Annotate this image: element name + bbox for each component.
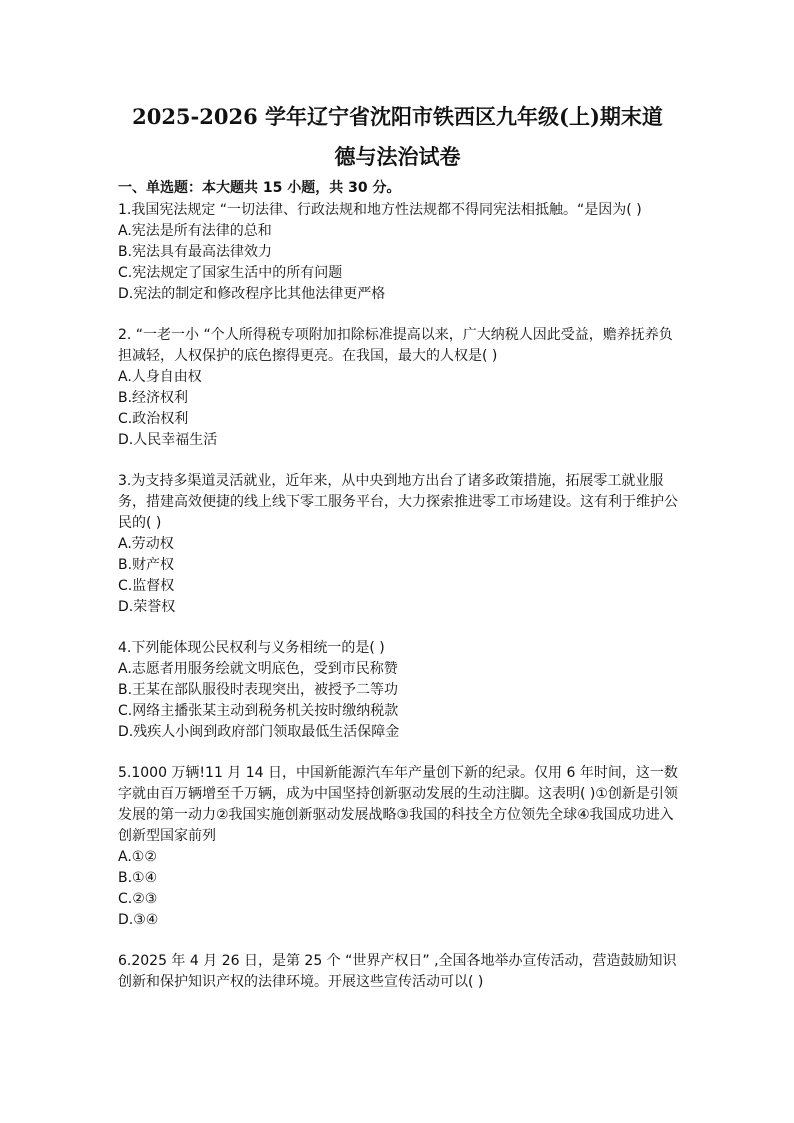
option-a: A.劳动权	[118, 536, 174, 552]
option-a: A.志愿者用服务绘就文明底色，受到市民称赞	[118, 661, 398, 677]
option-b: B.财产权	[118, 557, 175, 573]
option-c: C.网络主播张某主动到税务机关按时缴纳税款	[118, 703, 399, 719]
question-5	[118, 763, 678, 931]
question-stem: 4.下列能体现公民权利与义务相统一的是( )	[118, 640, 385, 656]
section-heading: 一、单选题：本大题共 15 小题，共 30 分。	[118, 180, 401, 196]
option-b: B.经济权利	[118, 390, 189, 406]
option-a: A.宪法是所有法律的总和	[118, 223, 272, 239]
option-c: C.宪法规定了国家生活中的所有问题	[118, 265, 343, 281]
question-stem: 3.为支持多渠道灵活就业，近年来，从中央到地方出台了诸多政策措施，拓展零工就业服务，措建高效便捷的线上线下零工服务平台，大力探索推进零工市场建设。这有利于维护公民的( )	[118, 473, 678, 531]
exam-title-line-1: 2025-2026 学年辽宁省沈阳市铁西区九年级(上)期末道	[132, 104, 663, 129]
question-stem: 6.2025 年 4 月 26 日，是第 25 个 “世界产权日” ,全国各地举办宣传活动，营造鼓励知识创新和保护知识产权的法律环境。开展这些宣传活动可以( )	[118, 953, 677, 990]
option-d: D.③④	[118, 912, 159, 928]
question-list	[118, 200, 678, 1013]
question-1	[118, 200, 678, 305]
option-a: A.①②	[118, 849, 157, 865]
exam-title-line-2: 德与法治试卷	[334, 144, 461, 169]
question-3	[118, 471, 678, 618]
option-d: D.荣誉权	[118, 599, 176, 615]
option-d: D.宪法的制定和修改程序比其他法律更严格	[118, 286, 386, 302]
question-stem: 5.1000 万辆!11 月 14 日，中国新能源汽车年产量创下新的纪录。仅用 6 年时间，这一数字就由百万辆增至千万辆，成为中国坚持创新驱动发展的生动注脚。这表明( )①创新是引领发展的第一动力②我国实施创新驱动发展战略③我国的科技全方位领先全球④我国成功进入创新型国家前列	[118, 765, 678, 844]
option-c: C.②③	[118, 891, 158, 907]
option-d: D.人民幸福生活	[118, 432, 218, 448]
exam-title	[110, 97, 685, 177]
option-d: D.残疾人小闽到政府部门领取最低生活保障金	[118, 724, 400, 740]
option-b: B.王某在部队服役时表现突出，被授予二等功	[118, 682, 399, 698]
question-2	[118, 325, 678, 451]
question-stem: 1.我国宪法规定 “一切法律、行政法规和地方性法规都不得同宪法相抵触。“是因为( )	[118, 202, 642, 218]
option-b: B.宪法具有最高法律效力	[118, 244, 273, 260]
option-c: C.监督权	[118, 578, 175, 594]
question-4	[118, 638, 678, 743]
question-stem: 2. “一老一小 “个人所得税专项附加扣除标准提高以来，广大纳税人因此受益，赡养抚养负担减轻，人权保护的底色擦得更亮。在我国，最大的人权是( )	[118, 327, 673, 364]
option-c: C.政治权利	[118, 411, 189, 427]
option-a: A.人身自由权	[118, 369, 202, 385]
option-b: B.①④	[118, 870, 158, 886]
question-6	[118, 951, 678, 993]
